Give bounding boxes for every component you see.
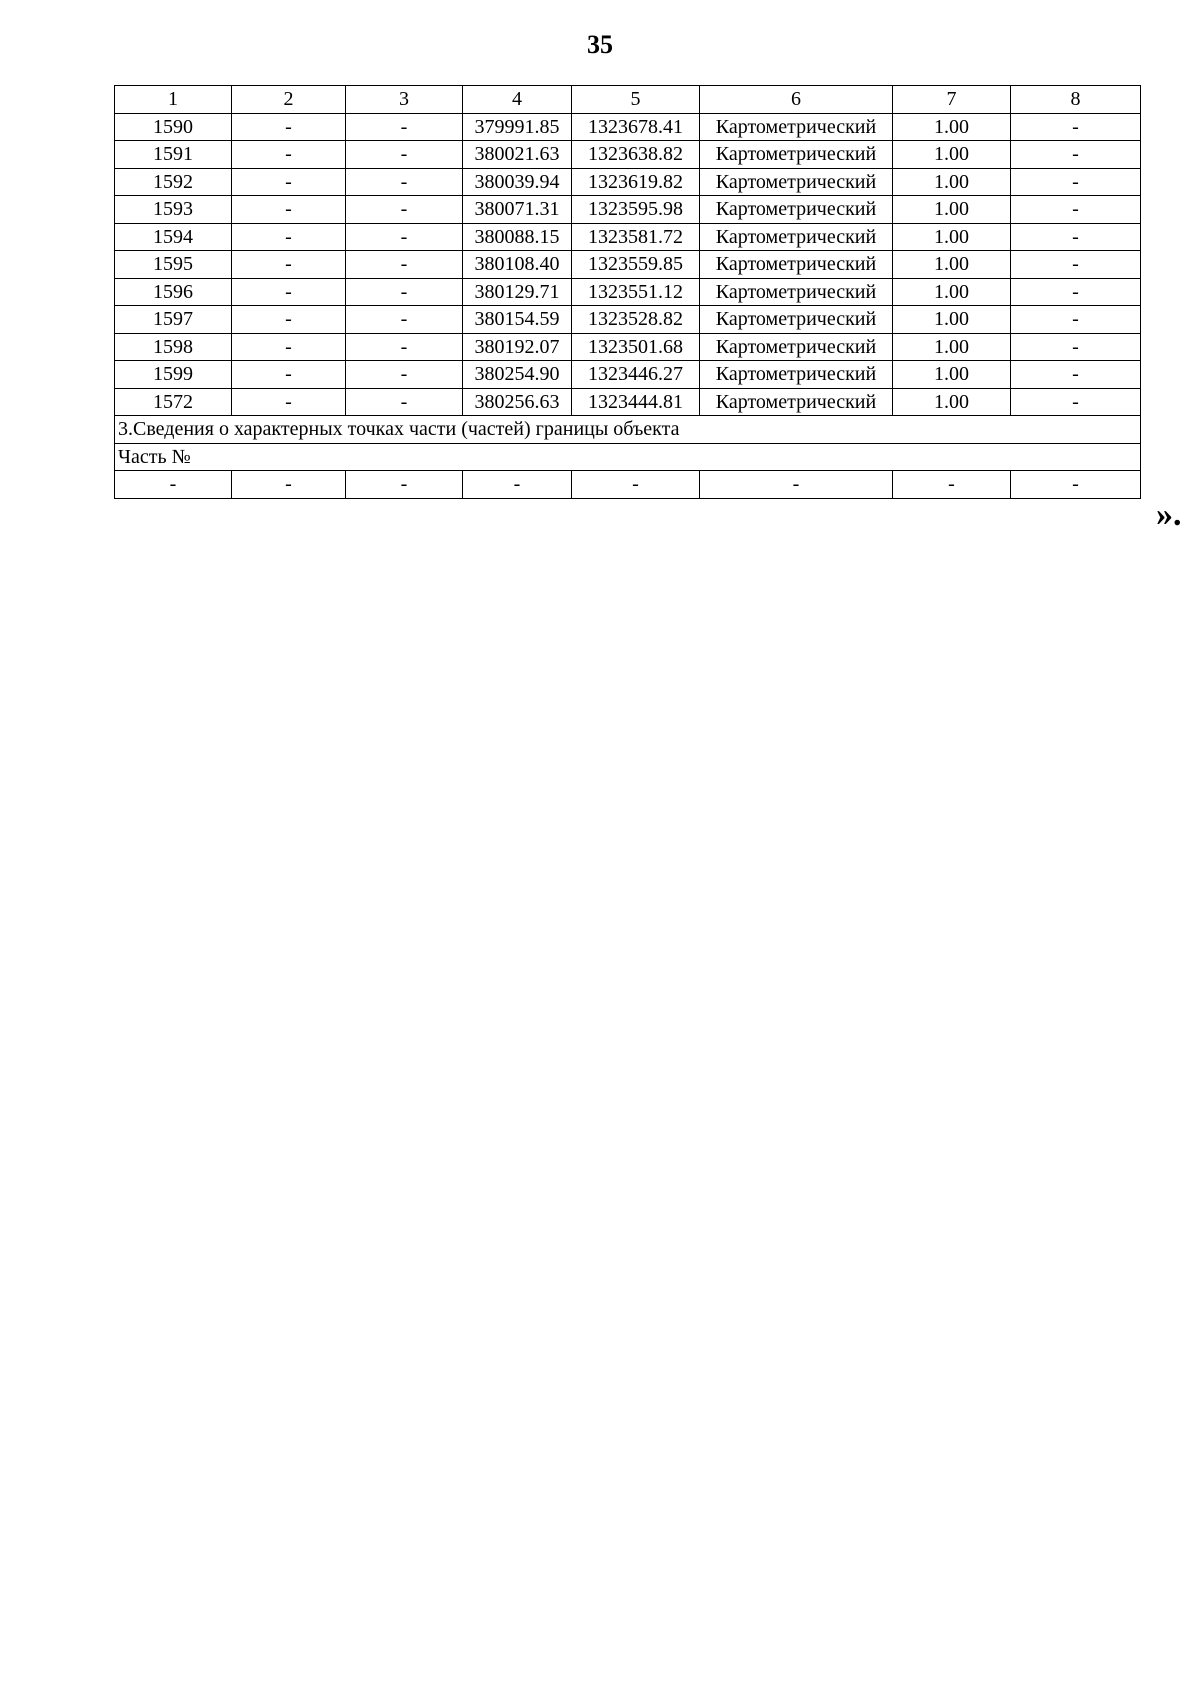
table-cell: - <box>346 388 463 416</box>
column-number-cell: 7 <box>893 86 1011 114</box>
table-cell: - <box>232 196 346 224</box>
table-cell: 1.00 <box>893 388 1011 416</box>
table-cell: - <box>346 141 463 169</box>
table-cell: - <box>232 278 346 306</box>
table-cell: - <box>1011 223 1141 251</box>
table-cell: - <box>232 223 346 251</box>
closing-quote: ». <box>1156 496 1182 533</box>
table-row <box>115 278 1141 306</box>
table-cell: 1.00 <box>893 141 1011 169</box>
column-number-cell: 1 <box>115 86 232 114</box>
table-row <box>115 251 1141 279</box>
table-cell: - <box>232 168 346 196</box>
table-cell: - <box>1011 141 1141 169</box>
table-cell: - <box>1011 333 1141 361</box>
table-cell: 380071.31 <box>463 196 572 224</box>
table-row <box>115 168 1141 196</box>
table-cell: - <box>1011 306 1141 334</box>
column-number-cell: 4 <box>463 86 572 114</box>
table-row <box>115 196 1141 224</box>
table-cell: Картометрический <box>700 333 893 361</box>
table-row <box>115 306 1141 334</box>
table-cell: - <box>346 168 463 196</box>
table-cell: 380129.71 <box>463 278 572 306</box>
table-cell: 1592 <box>115 168 232 196</box>
table-cell: 1591 <box>115 141 232 169</box>
table-cell: Картометрический <box>700 278 893 306</box>
table-cell: - <box>463 471 572 499</box>
table-cell: 1593 <box>115 196 232 224</box>
table-cell: Картометрический <box>700 306 893 334</box>
table-cell: Картометрический <box>700 141 893 169</box>
table-cell: - <box>1011 196 1141 224</box>
table-cell: 1.00 <box>893 361 1011 389</box>
table-row <box>115 388 1141 416</box>
table-cell: 380192.07 <box>463 333 572 361</box>
table-cell: - <box>232 471 346 499</box>
column-number-cell: 3 <box>346 86 463 114</box>
table-cell: - <box>346 278 463 306</box>
table-cell: - <box>346 333 463 361</box>
table-cell: - <box>1011 168 1141 196</box>
table-cell: - <box>346 471 463 499</box>
page-number: 35 <box>587 30 613 59</box>
table-cell: 380256.63 <box>463 388 572 416</box>
table-cell: Картометрический <box>700 361 893 389</box>
table-cell: 379991.85 <box>463 113 572 141</box>
table-cell: - <box>232 333 346 361</box>
table-cell: - <box>232 141 346 169</box>
table-cell: 1.00 <box>893 196 1011 224</box>
table-row <box>115 361 1141 389</box>
table-cell: Картометрический <box>700 196 893 224</box>
table-cell: 1323638.82 <box>572 141 700 169</box>
table-cell: - <box>346 223 463 251</box>
table-cell: 1323444.81 <box>572 388 700 416</box>
table-cell: 1323581.72 <box>572 223 700 251</box>
column-number-cell: 6 <box>700 86 893 114</box>
table-cell: 1323446.27 <box>572 361 700 389</box>
table-cell: Картометрический <box>700 223 893 251</box>
table-cell: - <box>346 113 463 141</box>
table-cell: 1598 <box>115 333 232 361</box>
table-cell: - <box>346 251 463 279</box>
table-cell: 1594 <box>115 223 232 251</box>
table-cell: 1323528.82 <box>572 306 700 334</box>
table-cell: Картометрический <box>700 113 893 141</box>
section-title: 3.Сведения о характерных точках части (частей) границы объекта <box>115 416 1141 444</box>
table-cell: - <box>232 113 346 141</box>
table-row <box>115 333 1141 361</box>
table-cell: - <box>1011 471 1141 499</box>
table-cell: - <box>232 361 346 389</box>
table-cell: - <box>572 471 700 499</box>
empty-part-row <box>115 471 1141 499</box>
table-cell: 1597 <box>115 306 232 334</box>
table-cell: 380154.59 <box>463 306 572 334</box>
table-cell: 1.00 <box>893 223 1011 251</box>
table-cell: Картометрический <box>700 388 893 416</box>
table-cell: 1323551.12 <box>572 278 700 306</box>
table-cell: Картометрический <box>700 251 893 279</box>
table-cell: 1599 <box>115 361 232 389</box>
table-cell: - <box>1011 278 1141 306</box>
table-cell: 1323501.68 <box>572 333 700 361</box>
table-row <box>115 223 1141 251</box>
table-cell: - <box>232 388 346 416</box>
table-cell: - <box>232 251 346 279</box>
table-cell: 1.00 <box>893 333 1011 361</box>
table-cell: Картометрический <box>700 168 893 196</box>
table-cell: 1.00 <box>893 278 1011 306</box>
table-cell: 1323595.98 <box>572 196 700 224</box>
table-cell: - <box>346 196 463 224</box>
table-cell: - <box>700 471 893 499</box>
column-number-cell: 2 <box>232 86 346 114</box>
table-cell: 1596 <box>115 278 232 306</box>
table-cell: 380039.94 <box>463 168 572 196</box>
table-cell: - <box>346 306 463 334</box>
table-cell: 380254.90 <box>463 361 572 389</box>
table-cell: 1.00 <box>893 113 1011 141</box>
table-row <box>115 141 1141 169</box>
table-cell: 1.00 <box>893 251 1011 279</box>
table-cell: 380088.15 <box>463 223 572 251</box>
part-label: Часть № <box>115 443 1141 471</box>
table-cell: - <box>893 471 1011 499</box>
table-cell: 1.00 <box>893 168 1011 196</box>
table-row <box>115 113 1141 141</box>
table-cell: - <box>232 306 346 334</box>
table-cell: - <box>1011 251 1141 279</box>
table-cell: 1595 <box>115 251 232 279</box>
column-number-cell: 8 <box>1011 86 1141 114</box>
column-number-cell: 5 <box>572 86 700 114</box>
table-cell: 380021.63 <box>463 141 572 169</box>
table-cell: - <box>1011 388 1141 416</box>
table-cell: 1.00 <box>893 306 1011 334</box>
coordinates-table <box>114 85 1141 499</box>
table-cell: - <box>1011 361 1141 389</box>
table-cell: 1323678.41 <box>572 113 700 141</box>
part-label-row <box>115 443 1141 471</box>
table-cell: - <box>346 361 463 389</box>
section-title-row <box>115 416 1141 444</box>
table-cell: 1590 <box>115 113 232 141</box>
table-cell: 380108.40 <box>463 251 572 279</box>
column-number-row <box>115 86 1141 114</box>
table-cell: 1572 <box>115 388 232 416</box>
table-cell: 1323559.85 <box>572 251 700 279</box>
table-cell: - <box>1011 113 1141 141</box>
table-cell: - <box>115 471 232 499</box>
table-cell: 1323619.82 <box>572 168 700 196</box>
